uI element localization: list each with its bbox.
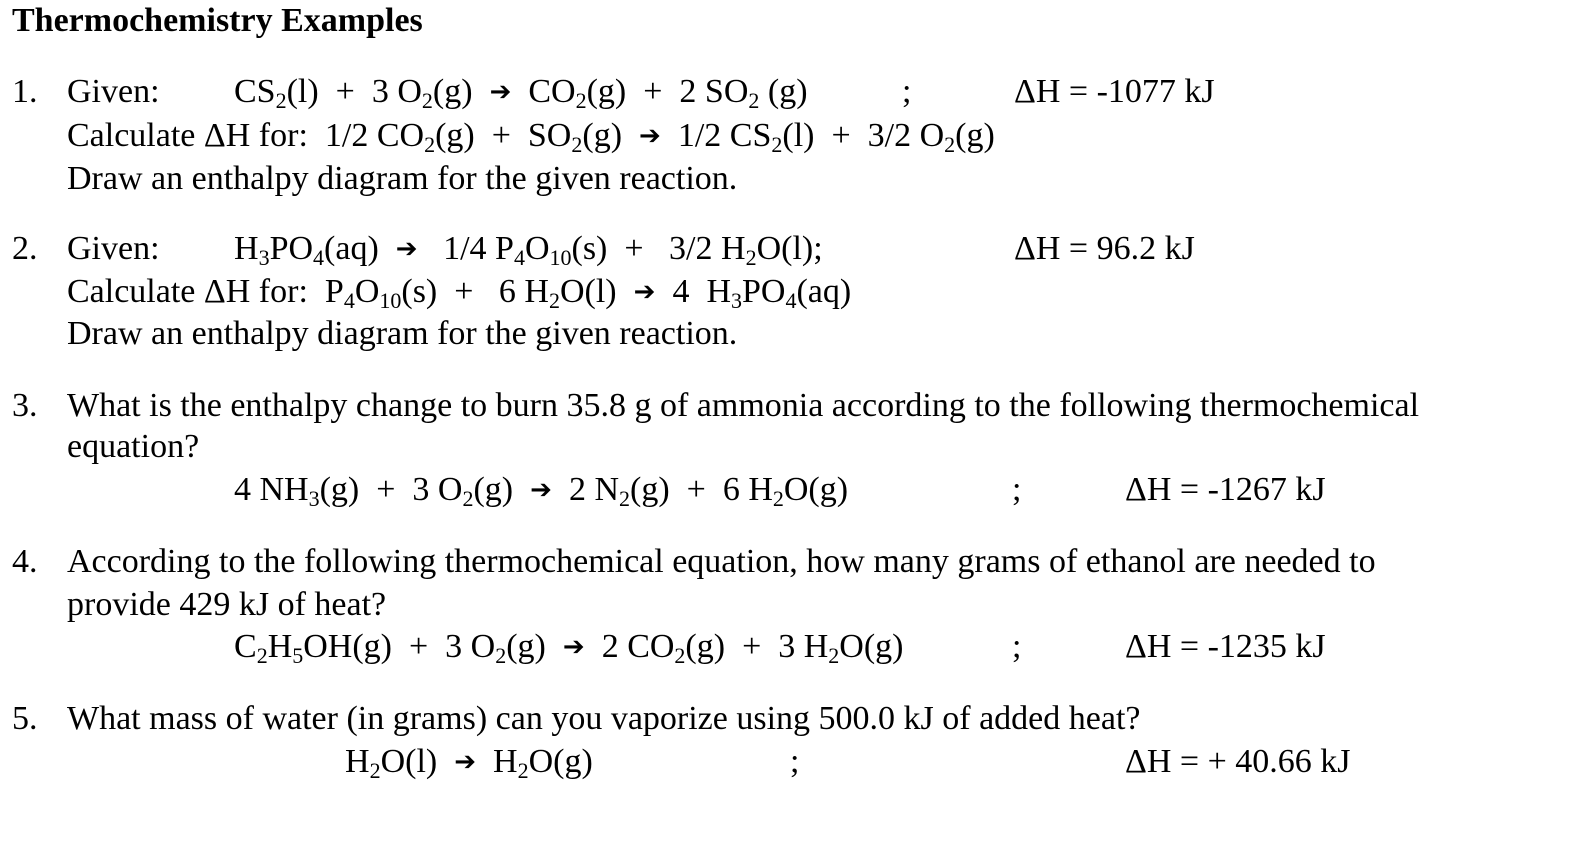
problem-4-question-line1: According to the following thermochemical equation, how many grams of ethanol are needed to	[67, 543, 1376, 580]
problem-1-draw: Draw an enthalpy diagram for the given reaction.	[67, 160, 738, 197]
problem-1-calculate: Calculate ΔH for: 1/2 $CO_2(g) + SO_2(g)$ ➔ 1/2 $CS_2(l) + 3/2$ $O_2(g)$	[67, 117, 995, 157]
problem-5-equation: $H_2O(l)$ ➔ $H_2O(g)$	[345, 743, 593, 783]
problem-2-given-label: Given:	[67, 230, 160, 267]
problem-1-given-label: Given:	[67, 73, 160, 110]
problem-3-question-line2: equation?	[67, 428, 200, 465]
problem-3-question-line1: What is the enthalpy change to burn 35.8 g of ammonia according to the following thermochemical	[67, 387, 1420, 424]
problem-4-number: 4.	[12, 543, 38, 580]
problem-1-delta-h: ΔH = -1077 kJ	[1014, 73, 1215, 110]
problem-2-calculate: Calculate ΔH for: $P_4O_{10}(s) + 6$ $H_2O(l)$ ➔ 4 $H_3PO_4(aq)$	[67, 273, 852, 313]
problem-5-number: 5.	[12, 700, 38, 737]
problem-1-semicolon: ;	[902, 73, 912, 110]
problem-2-given-equation: $H_3PO_4(aq)$ ➔ 1/4 $P_4O_{10}(s) + 3/2$ $H_2O(l)$;	[234, 230, 823, 270]
problem-4-delta-h: ΔH = -1235 kJ	[1125, 628, 1326, 665]
problem-4-question-line2: provide 429 kJ of heat?	[67, 586, 387, 623]
problem-2-delta-h: ΔH = 96.2 kJ	[1014, 230, 1195, 267]
problem-3-semicolon: ;	[1012, 471, 1022, 508]
problem-2-number: 2.	[12, 230, 38, 267]
problem-4-semicolon: ;	[1012, 628, 1022, 665]
problem-1-given-equation: $CS_2(l) + 3$ $O_2(g)$ ➔ $CO_2(g) + 2$ $SO_2$ (g)	[234, 73, 808, 113]
problem-2-draw: Draw an enthalpy diagram for the given reaction.	[67, 315, 738, 352]
problem-5-semicolon: ;	[790, 743, 800, 780]
problem-3-equation: 4 $NH_3(g) + 3$ $O_2(g)$ ➔ 2 $N_2(g) + 6$ $H_2O(g)$	[234, 471, 849, 511]
page-title: Thermochemistry Examples	[12, 2, 423, 39]
problem-3-number: 3.	[12, 387, 38, 424]
problem-3-delta-h: ΔH = -1267 kJ	[1125, 471, 1326, 508]
problem-5-delta-h: ΔH = + 40.66 kJ	[1125, 743, 1351, 780]
problem-5-question-line1: What mass of water (in grams) can you vaporize using 500.0 kJ of added heat?	[67, 700, 1141, 737]
problem-1-number: 1.	[12, 73, 38, 110]
problem-4-equation: $C_2H_5OH(g) + 3$ $O_2(g)$ ➔ 2 $CO_2(g) + 3$ $H_2O(g)$	[234, 628, 904, 668]
